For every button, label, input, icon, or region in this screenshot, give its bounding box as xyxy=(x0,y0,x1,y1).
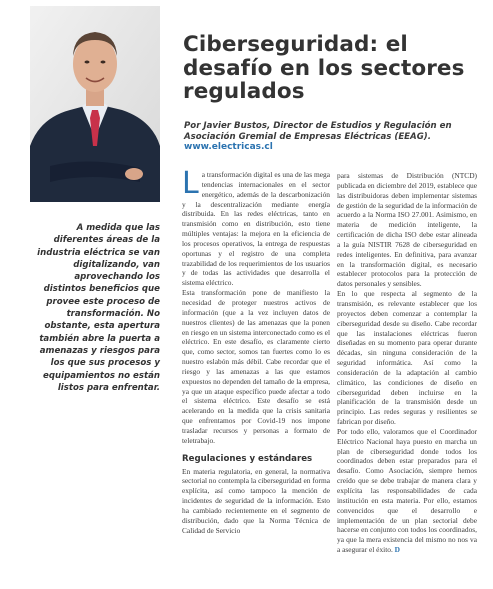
paragraph: En lo que respecta al segmento de la transmisión, es relevante establecer que los proyectos deben comenzar a contemplar la ciberseguridad desde su diseño. Cabe recordar que las instalaciones eléctricas fueron diseñadas en su momento para operar durante décadas, sin ninguna consideración de la seguridad informática. Así como la consideración de la adaptación al cambio climático, las condiciones de diseño en ciberseguridad deben incluirse en la planificación de la transmisión desde un principio. Las redes seguras y resilientes se fabrican por diseño. xyxy=(337,289,477,427)
paragraph: Esta transformación pone de manifiesto la necesidad de proteger nuestros activos de información (que a la vez incluyen datos de nuestros clientes) de las amenazas que la ponen en riesgo en un sistema interconectado como es el eléctrico. En este desafío, es claramente cierto que, como sector, somos tan fuertes como lo es nuestro eslabón más débil. Cabe recordar que el riesgo y las amenazas a las que estamos expuestos no dependen del tamaño de la empresa, ya que un ataque específico puede afectar a todo el sistema eléctrico. Este desafío se está acelerando en la medida que la crisis sanitaria que enfrentamos por Covid-19 nos impone trasladar recursos y personas a formato de teletrabajo. xyxy=(182,288,330,445)
paragraph: En materia regulatoria, en general, la normativa sectorial no contempla la ciberseguridad en forma explícita, así como tampoco la mención de incidentes de seguridad de la información. Esto ha cambiado recientemente en el segmento de distribución, dado que la Norma Técnica de Calidad de Servicio xyxy=(182,466,330,535)
paragraph: para sistemas de Distribución (NTCD) publicada en diciembre del 2019, establece que las distribuidoras deben implementar sistemas de gestión de la seguridad de la información de acuerdo a la Norma ISO 27.001. Asimismo, en materia de medición inteligente, la certificación de dicha ISO debe estar alineada a la guía NISTIR 7628 de ciberseguridad en redes inteligentes. En definitiva, para avanzar en la transformación digital, es necesario establecer protocolos para la protección de datos personales y sensibles. xyxy=(337,171,477,289)
section-subhead: Regulaciones y estándares xyxy=(182,453,313,464)
body-column-2 xyxy=(337,171,477,555)
website-link[interactable]: www.electricas.cl xyxy=(184,142,273,152)
body-column-1 xyxy=(182,166,330,536)
pull-quote: A medida que las diferentes áreas de la industria eléctrica se van digitalizando, van aprovechando los distintos beneficios que provee este proceso de transformación. No obstante, esta apertura también abre la puerta a amenazas y riesgos para los que sus procesos y equipamientos no están listos para enfrentar. xyxy=(37,223,160,393)
paragraph: La transformación digital es una de las mega tendencias internacionales en el sector energético, además de la descarbonización y la descentralización mediante energía distribuida. En las redes eléctricas, tanto en transmisión como en distribución, esto tiene múltiples ventajas: la mejora en la eficiencia de los procesos operativos, la entrega de respuestas oportunas y el registro de una completa trazabilidad de los requerimientos de los usuarios y de todas las actividades que desarrolla el sistema eléctrico. xyxy=(182,166,330,288)
byline: Por Javier Bustos, Director de Estudios y Regulación en Asociación Gremial de Empresas Eléctricas (EEAG). xyxy=(184,121,452,142)
drop-cap: L xyxy=(182,166,199,201)
end-mark-icon: D xyxy=(394,545,401,555)
paragraph: Por todo ello, valoramos que el Coordinador Eléctrico Nacional haya puesto en marcha un plan de ciberseguridad donde todos los coordinados deben estar preparados para el desafío. Como Asociación, siempre hemos creído que se debe trabajar de manera clara y explícita las responsabilidades de cada institución en esta materia. Por ello, estamos convencidos que el desarrollo e implementación de un plan sectorial debe hacerse en conjunto con todos los coordinados, ya que la mera existencia del mismo no nos va a asegurar el éxito. D xyxy=(337,426,477,555)
article-title: Ciberseguridad: el desafío en los sectores regulados xyxy=(183,32,465,104)
author-photo xyxy=(30,6,160,202)
